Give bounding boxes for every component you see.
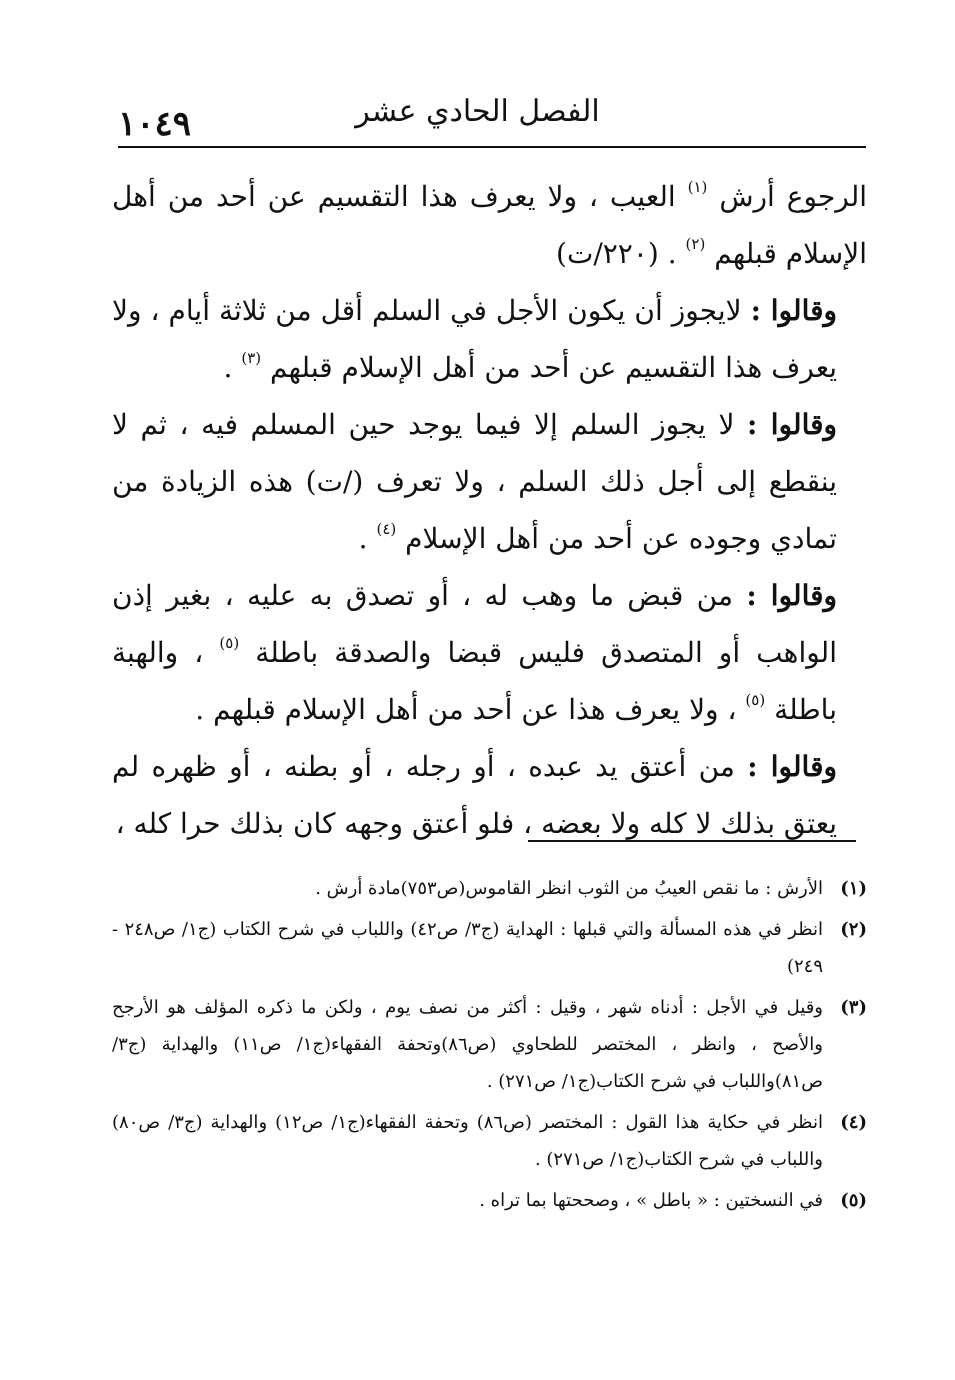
paragraph-1 bbox=[112, 168, 867, 282]
footnote-number: (١) bbox=[840, 878, 867, 899]
header-divider bbox=[118, 146, 866, 148]
paragraph-text: ، ولا يعرف هذا عن أحد من أهل الإسلام قبلهم . bbox=[195, 693, 737, 726]
footnote-text: في النسختين : « باطل » ، وصححتها بما تراه . bbox=[479, 1190, 823, 1211]
page-number: ١٠٤٩ bbox=[118, 104, 192, 144]
footnote-item bbox=[112, 989, 867, 1100]
speaker-label: وقالوا : bbox=[746, 579, 838, 612]
footnote-number: (٢) bbox=[840, 919, 867, 940]
footnote-marker-4[interactable]: (٤) bbox=[376, 520, 397, 538]
paragraph-text: . (٢٢٠/ت) bbox=[556, 237, 677, 270]
speaker-label: وقالوا : bbox=[747, 408, 838, 441]
paragraph-text: لا يجوز السلم إلا فيما يوجد حين المسلم فيه ، ثم لا ينقطع إلى أجل ذلك السلم ، ولا تعرف (/ت) هذه الزيادة من تمادي وجوده عن أحد من أهل الإسلام bbox=[112, 408, 837, 555]
footnote-marker-5[interactable]: (٥) bbox=[745, 691, 766, 709]
footnote-item bbox=[112, 1104, 867, 1178]
footnote-marker-2[interactable]: (٢) bbox=[685, 235, 706, 253]
footnote-number: (٤) bbox=[840, 1112, 867, 1133]
paragraph-text: لايجوز أن يكون الأجل في السلم أقل من ثلاثة أيام ، ولا يعرف هذا التقسيم عن أحد من أهل الإسلام قبلهم bbox=[112, 294, 837, 384]
paragraph-text: . bbox=[358, 522, 368, 555]
footnote-number: (٥) bbox=[840, 1190, 867, 1211]
paragraph-2 bbox=[112, 282, 867, 396]
footnote-item bbox=[112, 1182, 867, 1219]
paragraph-text: من أعتق يد عبده ، أو رجله ، أو بطنه ، أو ظهره لم يعتق بذلك لا كله ولا بعضه ، فلو أعتق وجهه كان بذلك حرا كله ، bbox=[112, 750, 837, 840]
footnote-text: انظر في هذه المسألة والتي قبلها : الهداية (ج٣/ ص٤٢) واللباب في شرح الكتاب (ج١/ ص٢٤٨ - ٢٤٩) bbox=[112, 919, 823, 977]
paragraph-text: العيب ، ولا يعرف هذا التقسيم عن أحد من أهل الإسلام قبلهم bbox=[112, 180, 867, 270]
footnote-marker-1[interactable]: (١) bbox=[687, 178, 708, 196]
footnotes-section bbox=[112, 870, 867, 1223]
speaker-label: وقالوا : bbox=[750, 294, 838, 327]
footnote-marker-5[interactable]: (٥) bbox=[219, 634, 240, 652]
footnote-divider bbox=[528, 840, 856, 842]
main-text bbox=[112, 168, 867, 852]
paragraph-text: ، والهبة باطلة bbox=[112, 636, 837, 726]
paragraph-4 bbox=[112, 567, 867, 738]
paragraph-5 bbox=[112, 738, 867, 852]
paragraph-text: الرجوع أرش bbox=[719, 180, 868, 213]
running-header: الفصل الحادي عشر bbox=[355, 94, 600, 129]
footnote-marker-3[interactable]: (٣) bbox=[241, 349, 262, 367]
footnote-item bbox=[112, 870, 867, 907]
paragraph-text: من قبض ما وهب له ، أو تصدق به عليه ، بغير إذن الواهب أو المتصدق فليس قبضا والصدقة باطلة bbox=[112, 579, 837, 669]
speaker-label: وقالوا : bbox=[747, 750, 837, 783]
footnote-text: انظر في حكاية هذا القول : المختصر (ص٨٦) وتحفة الفقهاء(ج١/ ص١٢) والهداية (ج٣/ ص٨٠) واللباب في شرح الكتاب(ج١/ ص٢٧١) . bbox=[112, 1112, 823, 1170]
footnote-text: وقيل في الأجل : أدناه شهر ، وقيل : أكثر من نصف يوم ، ولكن ما ذكره المؤلف هو الأرجح والأصح ، وانظر ، المختصر للطحاوي (ص٨٦)وتحفة الفقهاء(ج١/ ص١١) والهداية (ج٣/ ص٨١)واللباب في شرح الكتاب(ج١/ ص٢٧١) . bbox=[112, 997, 823, 1092]
footnote-number: (٣) bbox=[840, 997, 867, 1018]
footnote-text: الأرش : ما نقص العيبُ من الثوب انظر القاموس(ص٧٥٣)مادة أرش . bbox=[315, 878, 823, 899]
paragraph-3 bbox=[112, 396, 867, 567]
paragraph-text: . bbox=[223, 351, 233, 384]
footnote-item bbox=[112, 911, 867, 985]
